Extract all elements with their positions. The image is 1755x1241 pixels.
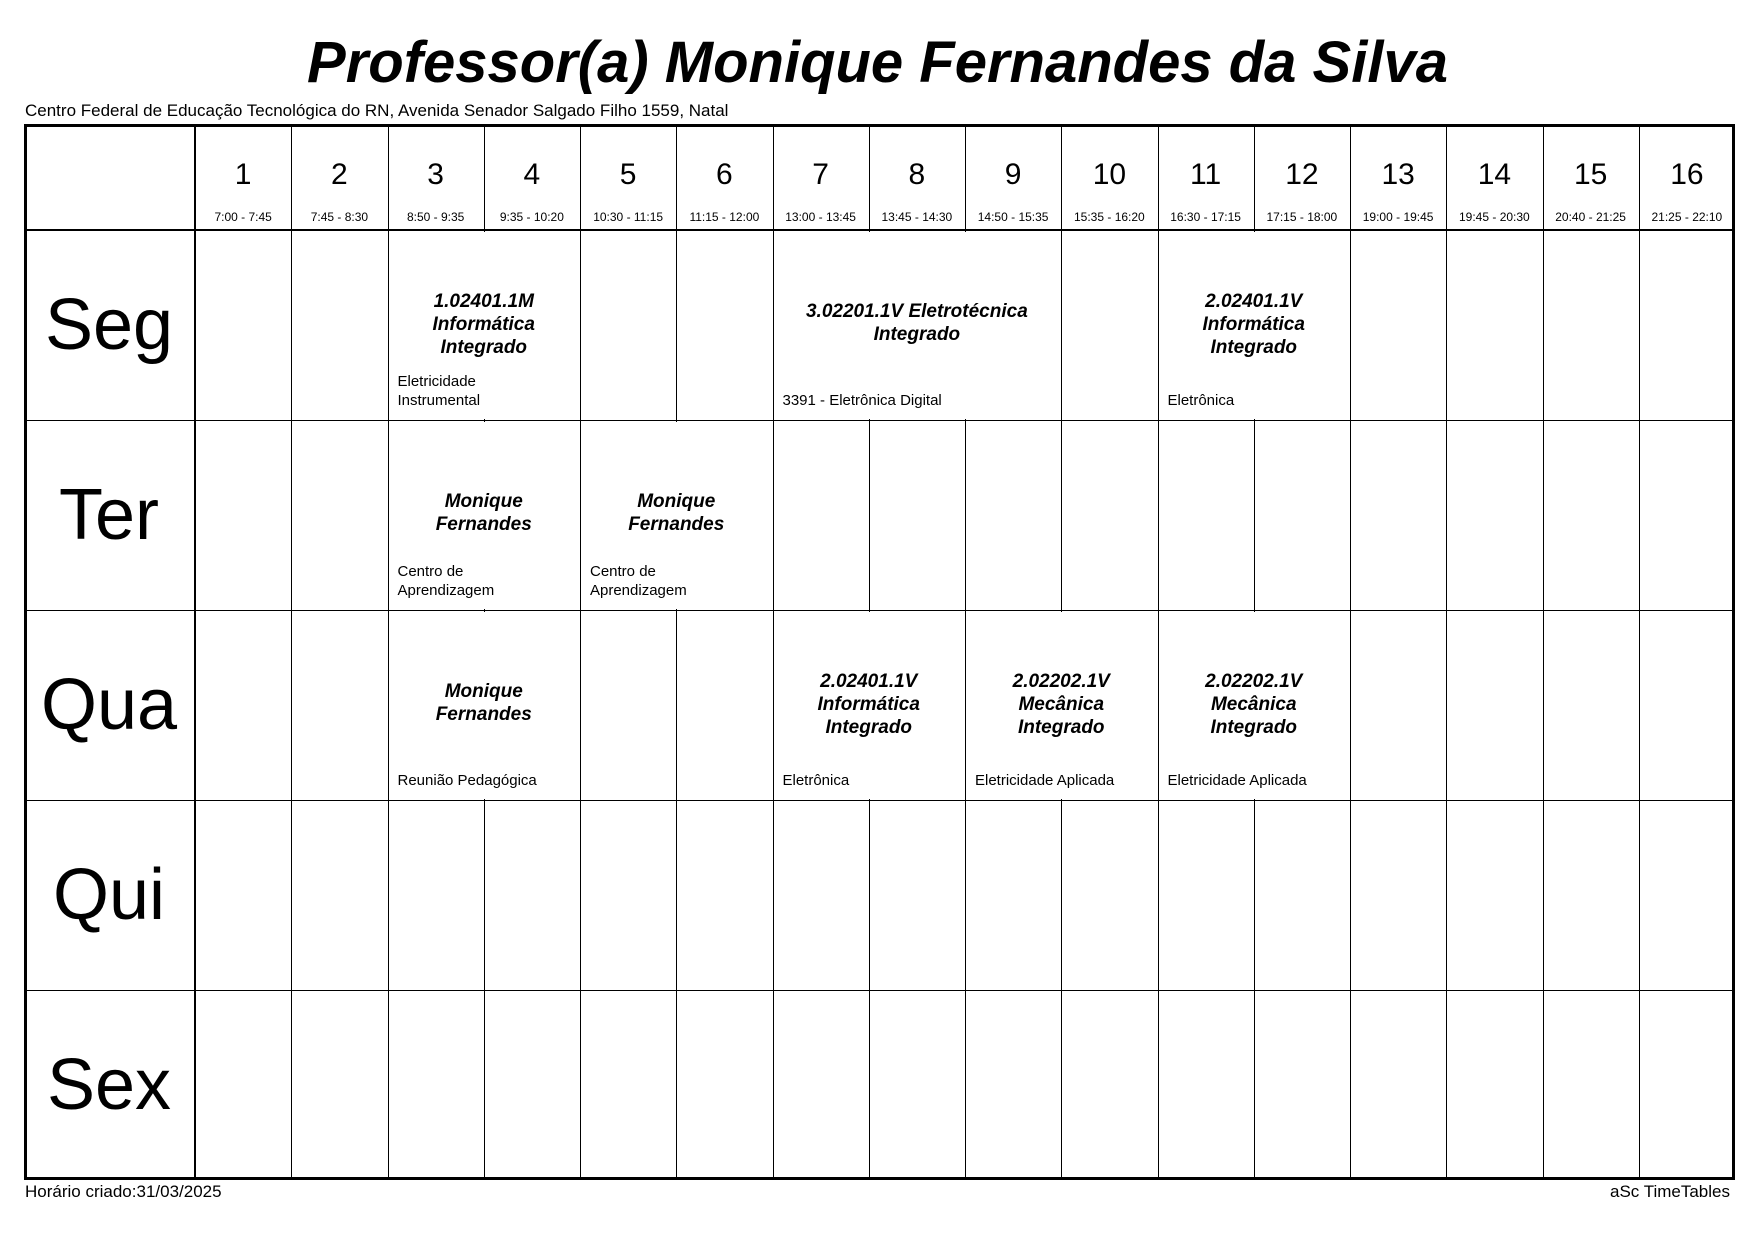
lesson-subject xyxy=(398,372,577,410)
period-time: 7:00 - 7:45 xyxy=(214,210,272,224)
lesson-subject xyxy=(590,562,769,600)
lesson-subject-line: Eletrônica xyxy=(1167,392,1235,409)
period-time: 11:15 - 12:00 xyxy=(689,210,760,224)
day-label-ter: Ter xyxy=(58,475,160,555)
lesson-title xyxy=(388,490,581,536)
lesson-subject xyxy=(1168,391,1347,410)
lesson-subject-line: Aprendizagem xyxy=(397,582,495,599)
period-time: 13:00 - 13:45 xyxy=(785,210,856,224)
lesson-cell[interactable] xyxy=(1158,230,1351,420)
period-number: 10 xyxy=(1092,158,1127,191)
lesson-subject-line: 3391 - Eletrônica Digital xyxy=(782,392,942,409)
software-credit: aSc TimeTables xyxy=(1610,1182,1730,1201)
lesson-title-line: 2.02202.1V xyxy=(1012,671,1110,692)
lesson-title-line: Fernandes xyxy=(628,514,725,535)
created-date: Horário criado:31/03/2025 xyxy=(25,1182,222,1201)
period-number: 15 xyxy=(1573,158,1608,191)
grid-column-line xyxy=(676,124,677,1180)
lesson-title xyxy=(388,680,581,726)
lesson-title-line: Monique xyxy=(444,681,523,702)
lesson-title xyxy=(773,300,1062,346)
grid-column-line xyxy=(1543,124,1544,1180)
lesson-subject-line: Aprendizagem xyxy=(590,582,687,599)
period-time: 19:45 - 20:30 xyxy=(1459,210,1530,224)
lesson-subject-line: Eletricidade xyxy=(397,373,476,390)
lesson-title-line: Informática xyxy=(432,314,535,335)
lesson-title-line: Fernandes xyxy=(435,704,532,725)
lesson-cell[interactable] xyxy=(388,420,581,610)
lesson-subject xyxy=(975,771,1154,790)
period-time: 13:45 - 14:30 xyxy=(881,210,953,224)
period-number: 7 xyxy=(812,158,829,191)
lesson-subject-line: Instrumental xyxy=(397,392,481,409)
period-time: 14:50 - 15:35 xyxy=(977,210,1049,224)
lesson-title-line: Integrado xyxy=(825,717,913,738)
grid-column-line xyxy=(291,124,292,1180)
lesson-title-line: Integrado xyxy=(1210,337,1298,358)
period-time: 15:35 - 16:20 xyxy=(1074,210,1145,224)
lesson-title-line: Integrado xyxy=(1017,717,1105,738)
grid-column-line xyxy=(580,124,581,1180)
lesson-title-line: Integrado xyxy=(873,324,961,345)
lesson-title xyxy=(1158,670,1351,739)
period-time: 9:35 - 10:20 xyxy=(499,210,564,224)
period-time: 21:25 - 22:10 xyxy=(1651,210,1723,224)
day-label-seg: Seg xyxy=(44,285,174,365)
period-time: 20:40 - 21:25 xyxy=(1555,210,1626,224)
lesson-title-line: Monique xyxy=(444,491,523,512)
timetable-grid xyxy=(24,124,1735,1180)
lesson-subject-line: Eletrônica xyxy=(782,772,850,789)
lesson-subject xyxy=(783,391,1058,410)
period-time: 10:30 - 11:15 xyxy=(593,210,664,224)
period-number: 1 xyxy=(234,158,252,191)
lesson-title-line: Monique xyxy=(637,491,716,512)
period-time: 17:15 - 18:00 xyxy=(1266,210,1338,224)
period-number: 11 xyxy=(1190,158,1222,191)
lesson-cell[interactable] xyxy=(388,610,581,800)
period-number: 8 xyxy=(908,158,926,191)
page-title: Professor(a) Monique Fernandes da Silva xyxy=(307,30,1448,95)
lesson-title-line: Integrado xyxy=(440,337,528,358)
lesson-cell[interactable] xyxy=(965,610,1158,800)
period-number: 4 xyxy=(523,158,541,191)
period-number: 2 xyxy=(331,158,348,191)
lesson-title xyxy=(1158,290,1351,359)
lesson-title xyxy=(965,670,1158,739)
lesson-title-line: 2.02401.1V xyxy=(820,671,918,692)
lesson-title-line: Fernandes xyxy=(435,514,532,535)
lesson-subject-line: Reunião Pedagógica xyxy=(397,772,537,789)
period-number: 13 xyxy=(1381,158,1415,191)
period-number: 9 xyxy=(1004,158,1022,191)
lesson-title-line: Informática xyxy=(817,694,920,715)
lesson-title-line: 2.02202.1V xyxy=(1205,671,1303,692)
period-time: 16:30 - 17:15 xyxy=(1170,210,1241,224)
lesson-title-line: Integrado xyxy=(1210,717,1298,738)
grid-column-line xyxy=(1350,124,1351,1180)
period-number: 3 xyxy=(427,158,444,191)
grid-row-line xyxy=(24,420,1735,421)
day-label-qui: Qui xyxy=(52,855,166,935)
lesson-subject xyxy=(398,771,577,790)
lesson-title-line: Mecânica xyxy=(1018,694,1105,715)
period-time: 8:50 - 9:35 xyxy=(406,210,465,224)
day-label-sex: Sex xyxy=(46,1045,172,1125)
period-number: 5 xyxy=(619,158,637,191)
period-number: 16 xyxy=(1670,158,1704,191)
lesson-subject-line: Eletricidade Aplicada xyxy=(1167,772,1307,789)
lesson-subject-line: Centro de xyxy=(397,563,464,580)
lesson-title xyxy=(580,490,773,536)
lesson-title xyxy=(773,670,966,739)
period-time: 19:00 - 19:45 xyxy=(1362,210,1434,224)
lesson-title xyxy=(388,290,581,359)
lesson-title-line: Mecânica xyxy=(1210,694,1297,715)
school-address: Centro Federal de Educação Tecnológica do RN, Avenida Senador Salgado Filho 1559, Natal xyxy=(25,101,729,120)
lesson-title-line: Informática xyxy=(1202,314,1305,335)
period-number: 12 xyxy=(1285,158,1319,191)
lesson-subject xyxy=(783,771,962,790)
day-label-qua: Qua xyxy=(40,665,178,745)
grid-column-line xyxy=(194,124,196,1180)
lesson-cell[interactable] xyxy=(1158,610,1351,800)
period-time: 7:45 - 8:30 xyxy=(310,210,369,224)
period-number: 14 xyxy=(1477,158,1512,191)
lesson-subject-line: Eletricidade Aplicada xyxy=(975,772,1115,789)
lesson-cell[interactable] xyxy=(773,610,966,800)
lesson-cell[interactable] xyxy=(773,230,1062,420)
lesson-cell[interactable] xyxy=(580,420,773,610)
lesson-title-line: 1.02401.1M xyxy=(433,291,534,312)
lesson-cell[interactable] xyxy=(388,230,581,420)
lesson-subject xyxy=(1168,771,1347,790)
grid-row-line xyxy=(24,800,1735,801)
grid-row-line xyxy=(24,990,1735,991)
period-number: 6 xyxy=(716,158,733,191)
lesson-title-line: 2.02401.1V xyxy=(1205,291,1303,312)
lesson-subject xyxy=(398,562,577,600)
grid-column-line xyxy=(1639,124,1640,1180)
lesson-title-line: 3.02201.1V Eletrotécnica xyxy=(805,301,1028,322)
lesson-subject-line: Centro de xyxy=(590,563,656,580)
grid-column-line xyxy=(1446,124,1447,1180)
